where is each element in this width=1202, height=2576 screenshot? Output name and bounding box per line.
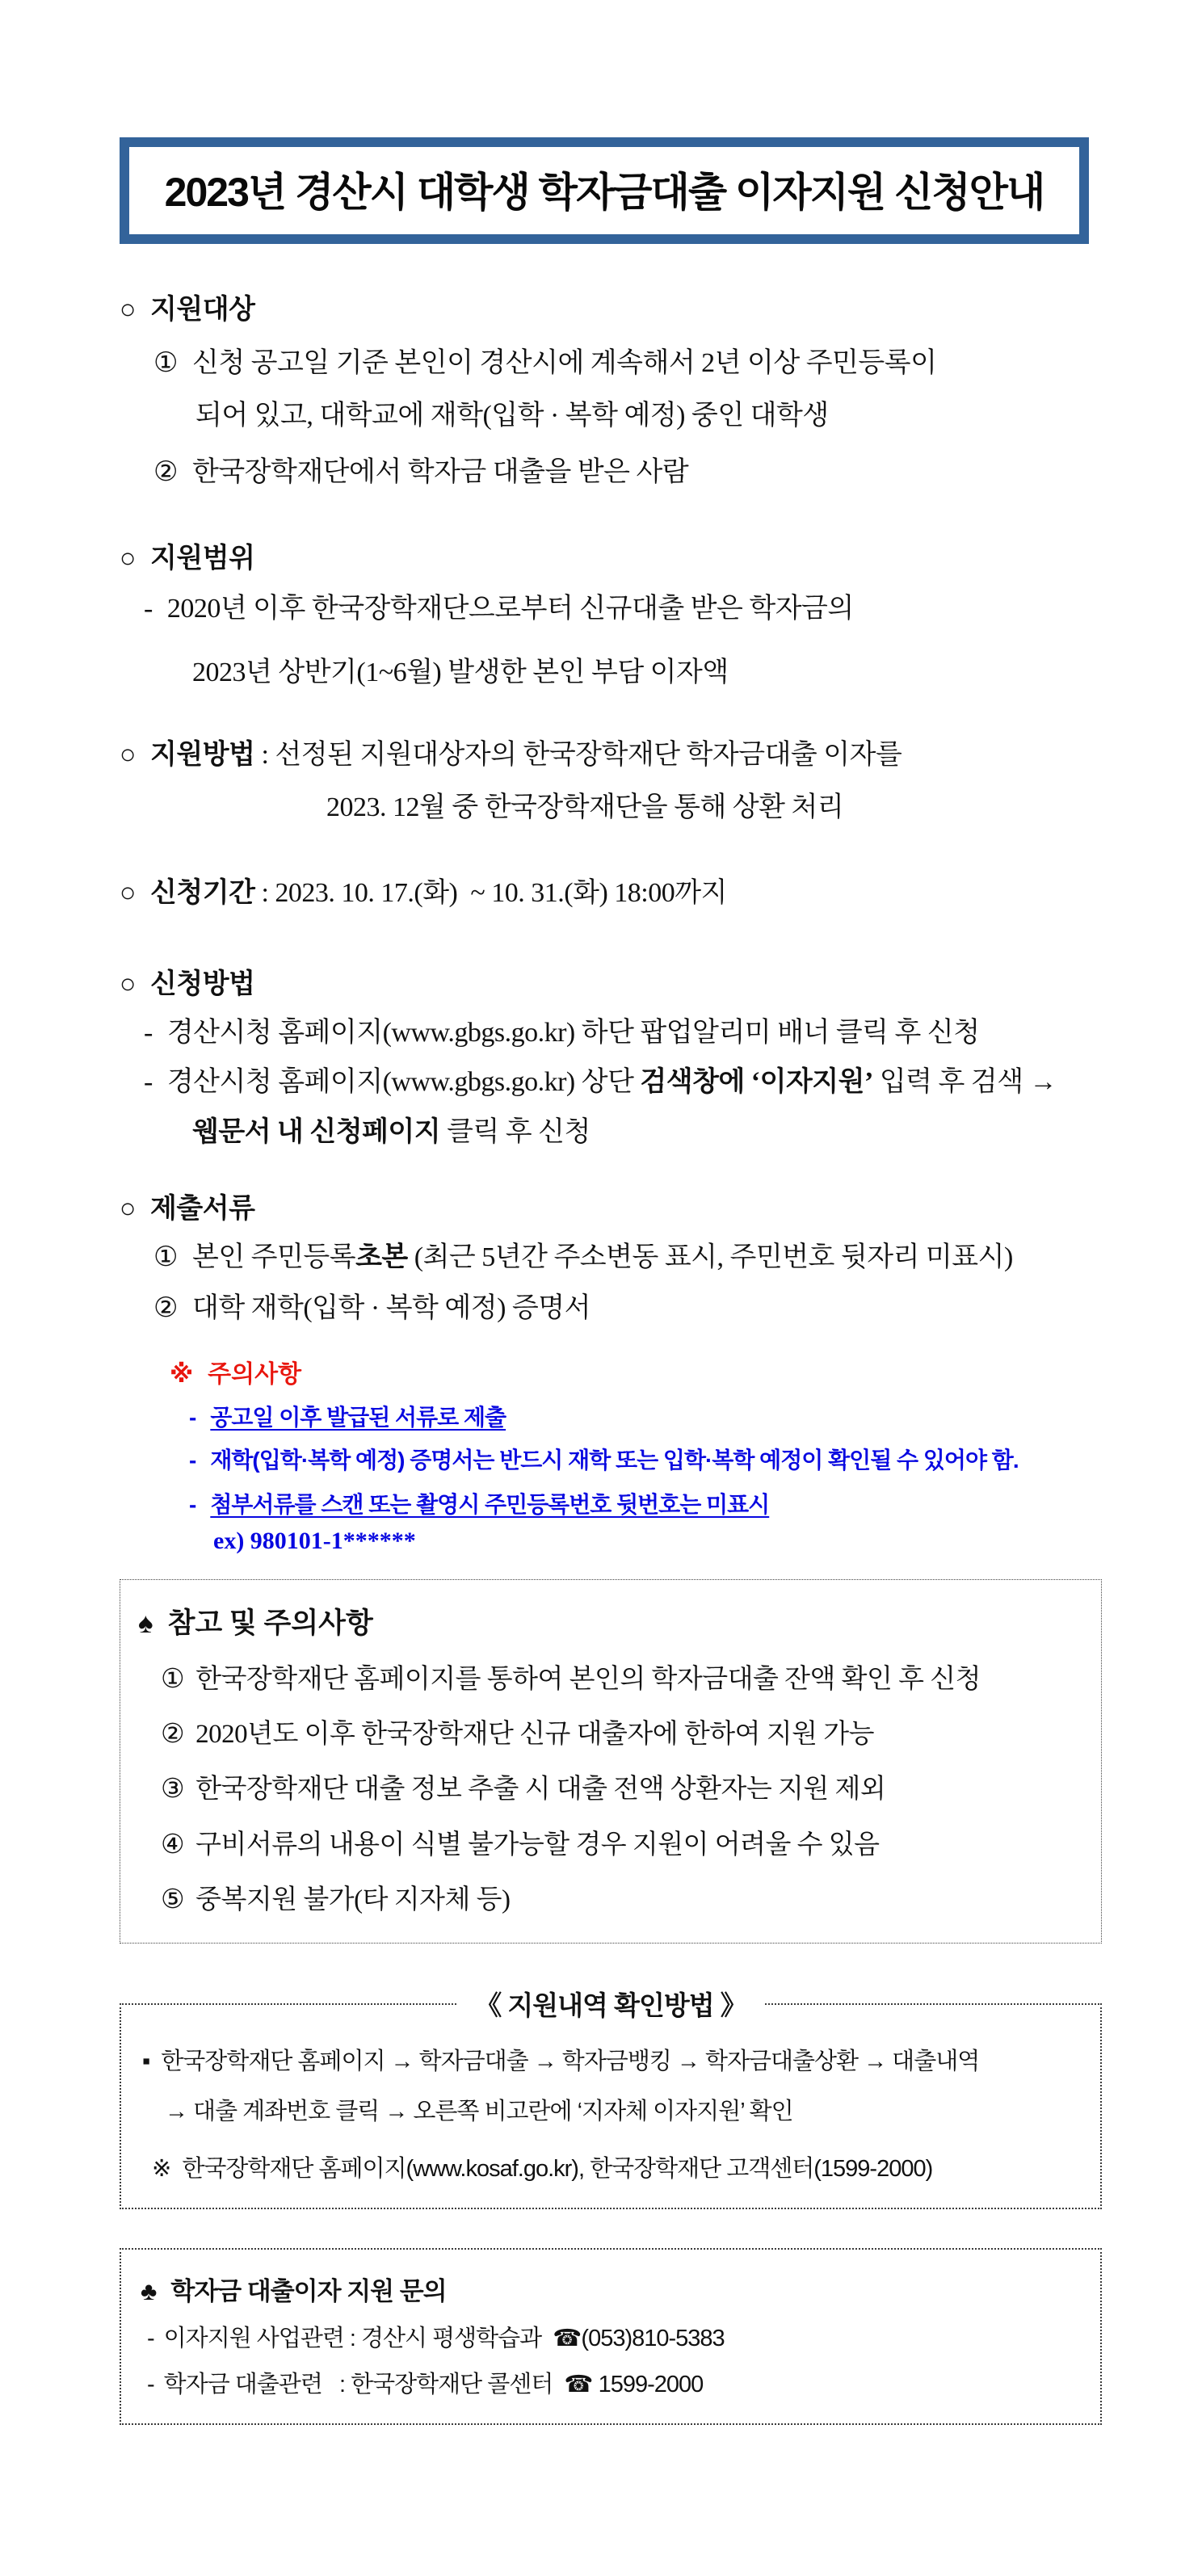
contact-item-1 (141, 2320, 1084, 2353)
circled-3-marker: ③ (161, 1775, 185, 1805)
check-method-note (142, 2154, 1087, 2185)
scope-item-1-text: 2020년 이후 한국장학재단으로부터 신규대출 받은 학자금의 (166, 593, 854, 624)
documents-item-2-text: 대학 재학(입학 · 복학 예정) 증명서 (191, 1293, 590, 1324)
target-item-1-cont (120, 398, 1103, 434)
target-item-2-text: 한국장학재단에서 학자금 대출을 받은 사람 (191, 456, 689, 487)
apply-item-1 (120, 1015, 1103, 1051)
dash-marker: - (189, 1404, 196, 1430)
check-method-line-2-text: → 대출 계좌번호 클릭 → 오른쪽 비고란에 ‘지자체 이자지원’ 확인 (165, 2098, 793, 2124)
square-bullet-icon: ▪ (142, 2049, 150, 2075)
check-method-box (120, 1990, 1102, 2209)
caution-item-2-text: 재학(입학·복학 예정) 증명서는 반드시 재학 또는 입학·복학 예정이 확인될 수 있어야 함. (210, 1447, 1019, 1473)
documents-item-1-pre: 본인 주민등록 (191, 1242, 356, 1272)
period-separator: : (254, 877, 275, 908)
caution-item-3-text: 첨부서류를 스캔 또는 촬영시 주민등록번호 뒷번호는 미표시 (210, 1491, 770, 1517)
section-period (120, 876, 1103, 911)
caution-block (120, 1354, 1103, 1555)
caution-item-3 (120, 1487, 1103, 1519)
apply-item-1-text: 경산시청 홈페이지(www.gbgs.go.kr) 하단 팝업알리미 배너 클릭 후 신청 (166, 1017, 980, 1048)
check-method-note-text: 한국장학재단 홈페이지(www.kosaf.go.kr), 한국장학재단 고객센터(1599-2000) (182, 2156, 933, 2183)
target-item-1 (120, 346, 1103, 381)
section-documents-heading (120, 1191, 1103, 1227)
method-heading-label: 지원방법 (150, 739, 255, 770)
caution-item-1 (120, 1400, 1103, 1432)
section-method-heading (120, 738, 1103, 773)
target-item-1-text: 신청 공고일 기준 본인이 경산시에 계속해서 2년 이상 주민등록이 (191, 347, 937, 378)
target-item-2 (120, 455, 1103, 490)
reference-mark-icon: ※ (170, 1360, 194, 1388)
period-heading-label: 신청기간 (150, 877, 255, 908)
scope-item-1-cont (120, 655, 1103, 691)
reference-item (138, 1718, 1086, 1751)
scope-heading-label: 지원범위 (150, 544, 255, 574)
dash-marker: - (189, 1447, 196, 1473)
section-scope-heading (120, 541, 1103, 577)
apply-item-2-post: 입력 후 검색 → (872, 1067, 1057, 1098)
documents-item-1 (120, 1240, 1103, 1275)
scope-item-1-cont-text: 2023년 상반기(1~6월) 발생한 본인 부담 이자액 (192, 658, 729, 688)
reference-mark-icon: ※ (152, 2156, 171, 2183)
contact-item-1-text: 이자지원 사업관련 : 경산시 평생학습과 ☎(053)810-5383 (163, 2326, 725, 2352)
caution-item-1-text: 공고일 이후 발급된 서류로 제출 (210, 1404, 506, 1430)
dash-marker: - (189, 1491, 196, 1517)
dash-marker: - (144, 1067, 153, 1098)
check-method-line-1-text: 한국장학재단 홈페이지 → 학자금대출 → 학자금뱅킹 → 학자금대출상환 → 대출내역 (161, 2049, 980, 2075)
circled-1-marker: ① (153, 1242, 178, 1272)
circled-5-marker: ⑤ (161, 1885, 185, 1914)
reference-box-heading-label: 참고 및 주의사항 (167, 1607, 373, 1639)
reference-item (138, 1829, 1086, 1862)
check-method-line-1 (142, 2047, 1087, 2078)
apply-item-2-cont-post: 클릭 후 신청 (440, 1116, 590, 1147)
reference-box (120, 1579, 1102, 1944)
documents-item-1-bold: 초본 (355, 1242, 408, 1272)
circle-marker: ○ (120, 1194, 137, 1225)
target-item-1-cont-text: 되어 있고, 대학교에 재학(입학 · 복학 예정) 중인 대학생 (195, 401, 829, 431)
circle-marker: ○ (120, 739, 137, 770)
club-icon: ♣ (141, 2277, 157, 2306)
contact-item-2-text: 학자금 대출관련 : 한국장학재단 콜센터 ☎ 1599-2000 (163, 2372, 704, 2398)
circled-4-marker: ④ (161, 1830, 185, 1860)
method-line-2 (120, 790, 1103, 826)
reference-item-text: 중복지원 불가(타 지자체 등) (195, 1885, 511, 1914)
caution-heading-label: 주의사항 (208, 1360, 302, 1388)
check-method-line-2 (142, 2097, 1087, 2128)
circle-marker: ○ (120, 544, 137, 574)
scope-item-1 (120, 591, 1103, 627)
circled-1-marker: ① (161, 1664, 185, 1694)
period-value: 2023. 10. 17.(화) ~ 10. 31.(화) 18:00까지 (275, 877, 727, 908)
circled-2-marker: ② (153, 1293, 178, 1324)
reference-item-text: 한국장학재단 홈페이지를 통하여 본인의 학자금대출 잔액 확인 후 신청 (195, 1664, 981, 1694)
reference-item-text: 한국장학재단 대출 정보 추출 시 대출 전액 상환자는 지원 제외 (195, 1775, 886, 1805)
reference-item (138, 1773, 1086, 1806)
reference-item-text: 구비서류의 내용이 식별 불가능할 경우 지원이 어려울 수 있음 (195, 1830, 880, 1860)
circle-marker: ○ (120, 295, 137, 325)
contact-heading (141, 2271, 1084, 2307)
title-box (120, 137, 1089, 244)
reference-box-heading (138, 1601, 1086, 1641)
apply-heading-label: 신청방법 (150, 969, 255, 1000)
contact-heading-label: 학자금 대출이자 지원 문의 (170, 2277, 447, 2306)
method-line-1-text: 선정된 지원대상자의 한국장학재단 학자금대출 이자를 (275, 739, 902, 770)
circled-2-marker: ② (161, 1720, 185, 1750)
apply-item-2-pre: 경산시청 홈페이지(www.gbgs.go.kr) 상단 (166, 1067, 641, 1098)
caution-heading (120, 1354, 1103, 1389)
contact-box (120, 2248, 1102, 2425)
spade-icon: ♠ (138, 1607, 153, 1639)
method-separator: : (254, 739, 275, 770)
caution-example: ex) 980101-1****** (213, 1527, 416, 1554)
apply-item-2-cont-bold: 웹문서 내 신청페이지 (192, 1116, 441, 1147)
apply-item-2-cont (120, 1115, 1103, 1150)
reference-item-text: 2020년도 이후 한국장학재단 신규 대출자에 한하여 지원 가능 (195, 1720, 875, 1750)
caution-item-2 (120, 1443, 1103, 1475)
section-target-heading (120, 292, 1103, 328)
documents-heading-label: 제출서류 (150, 1194, 255, 1225)
dash-marker: - (147, 2372, 154, 2398)
documents-item-1-post: (최근 5년간 주소변동 표시, 주민번호 뒷자리 미표시) (407, 1242, 1013, 1272)
dash-marker: - (144, 1017, 153, 1048)
check-method-heading: 《 지원내역 확인방법 》 (457, 1985, 764, 2023)
method-line-2-text: 2023. 12월 중 한국장학재단을 통해 상환 처리 (326, 792, 844, 823)
circle-marker: ○ (120, 877, 137, 908)
page-title: 2023년 경산시 대학생 학자금대출 이자지원 신청안내 (164, 170, 1044, 215)
documents-item-2 (120, 1291, 1103, 1326)
circle-marker: ○ (120, 969, 137, 1000)
circled-2-marker: ② (153, 456, 178, 487)
circled-1-marker: ① (153, 347, 178, 378)
reference-item (138, 1884, 1086, 1917)
dash-marker: - (144, 593, 153, 624)
apply-item-2-bold: 검색창에 ‘이자지원’ (640, 1067, 873, 1098)
dash-marker: - (147, 2326, 154, 2352)
target-heading-label: 지원대상 (150, 295, 255, 325)
reference-item (138, 1663, 1086, 1696)
contact-item-2 (141, 2366, 1084, 2399)
section-apply-heading (120, 967, 1103, 1002)
apply-item-2 (120, 1065, 1103, 1100)
